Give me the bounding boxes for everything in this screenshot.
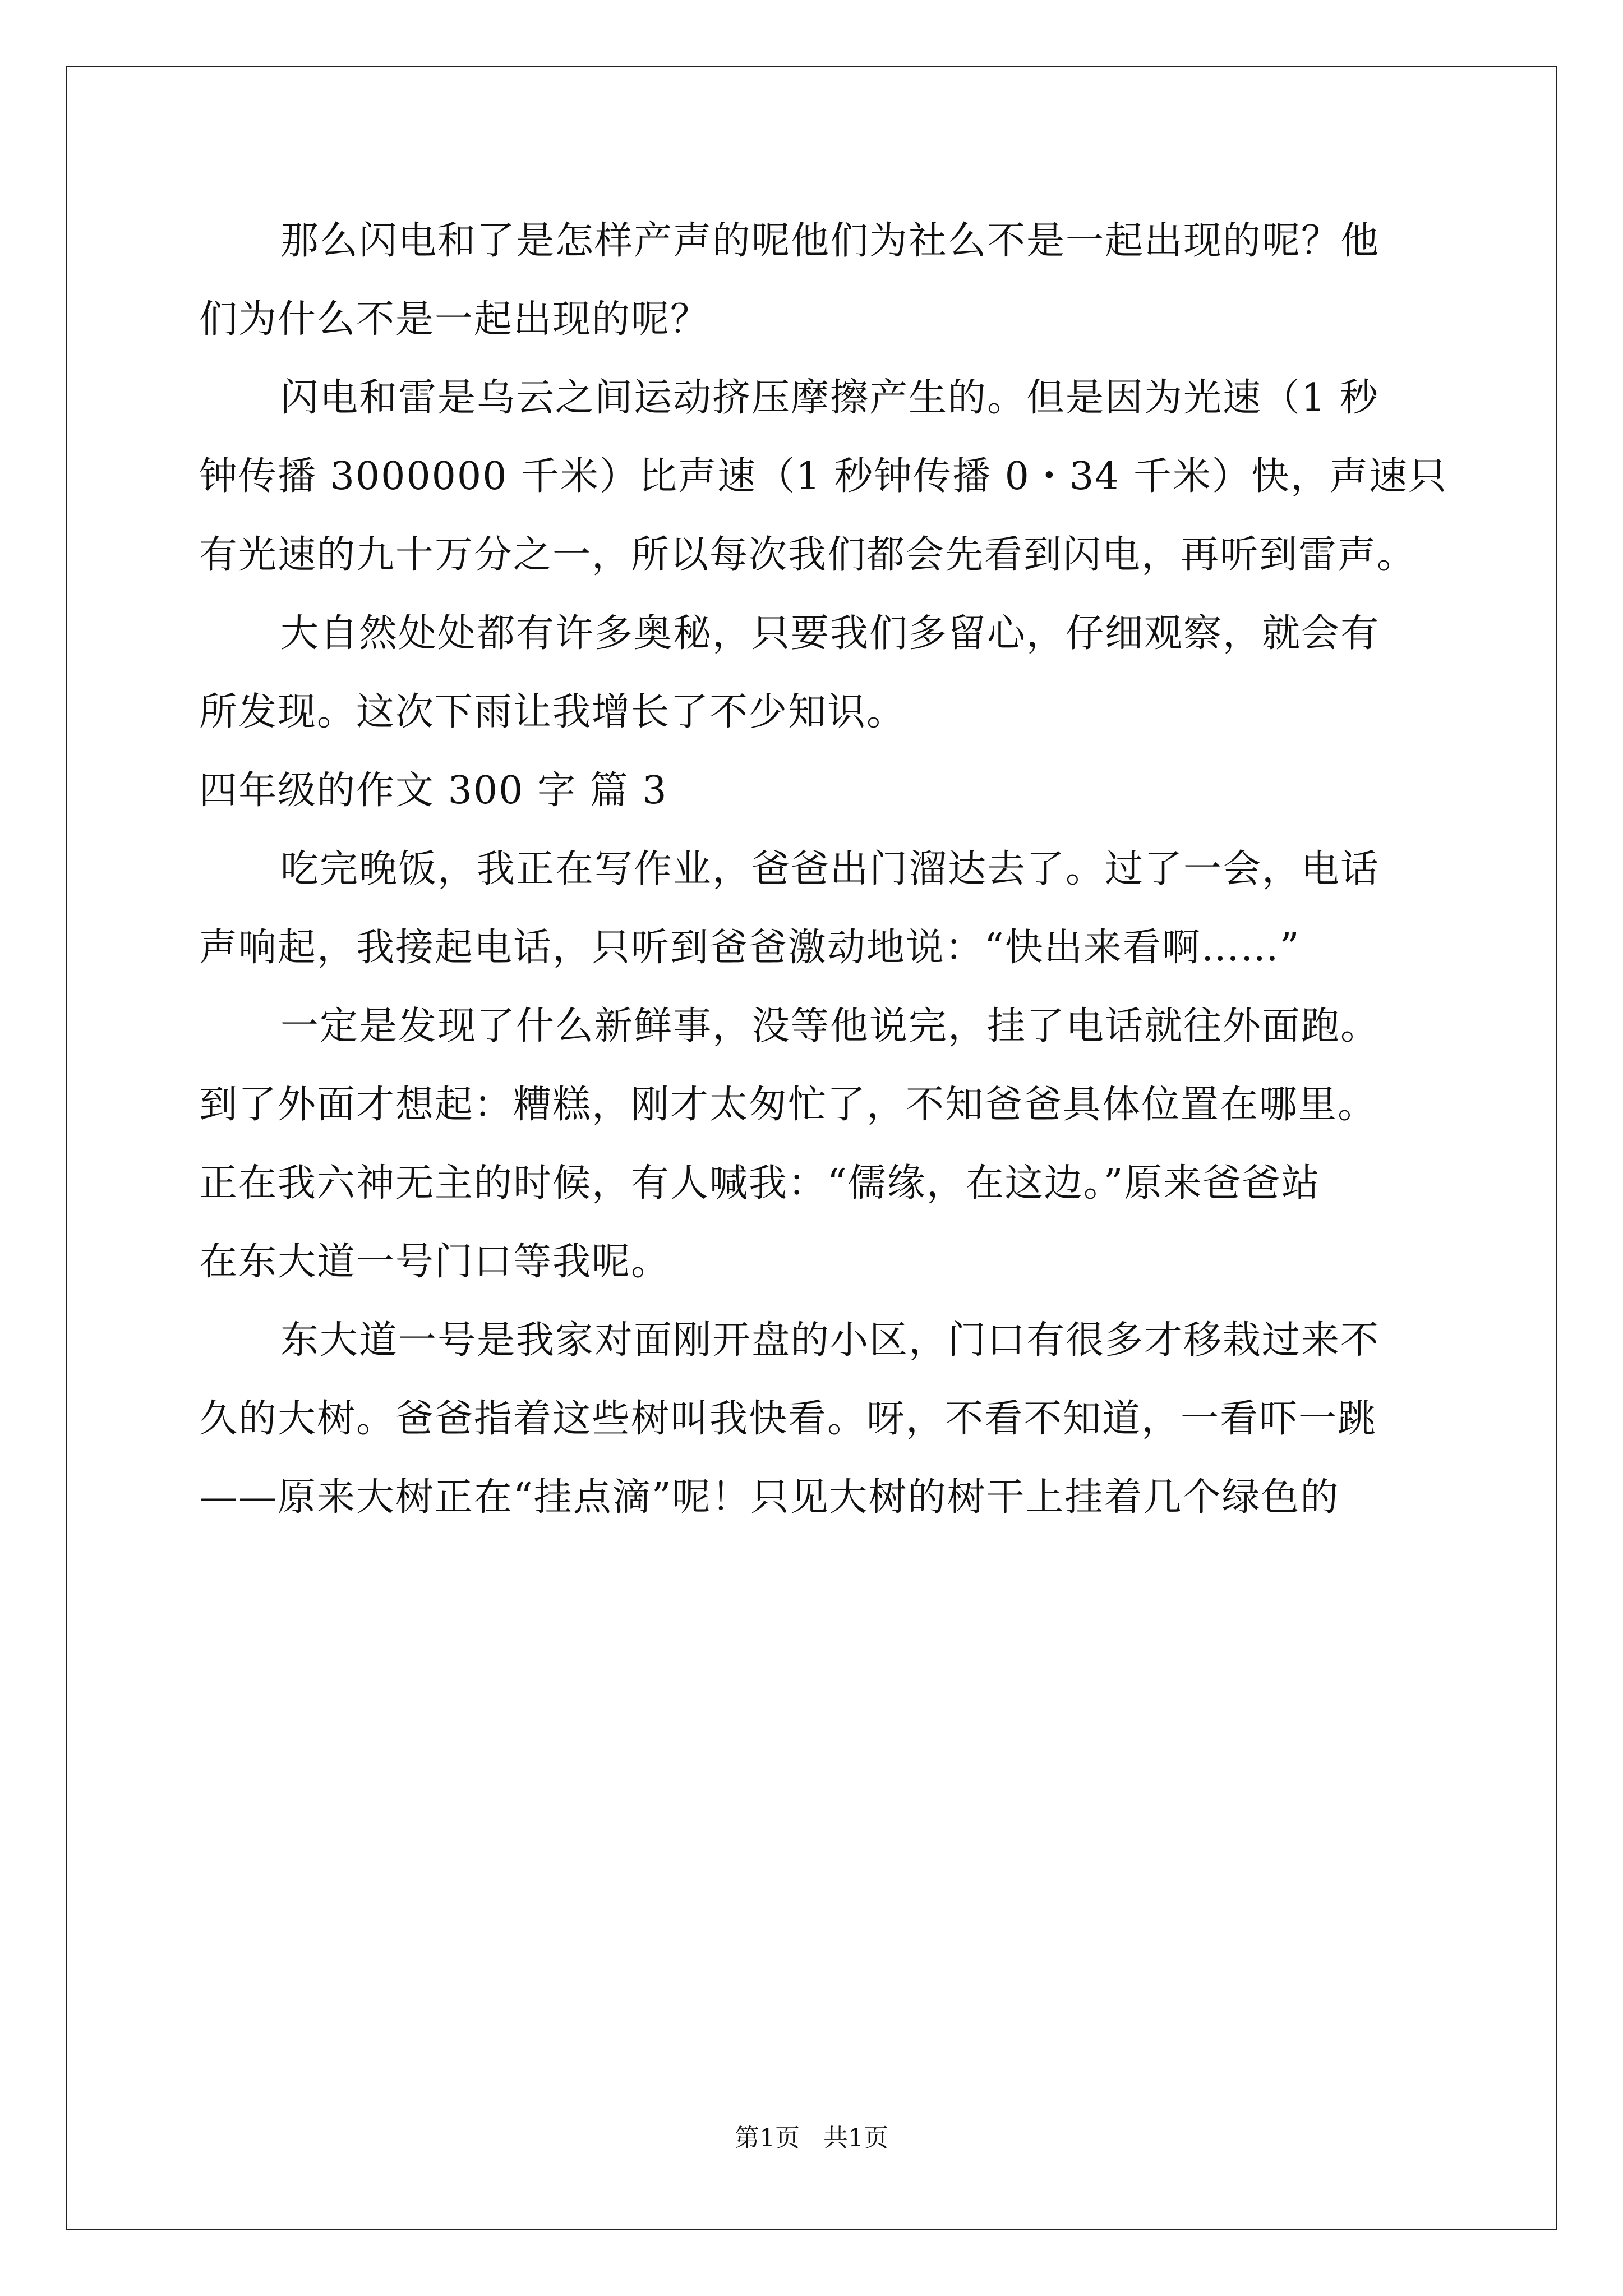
- paragraph-line: ——原来大树正在“挂点滴”呢！只见大树的树干上挂着几个绿色的: [199, 1475, 1340, 1520]
- paragraph-line: 那么闪电和了是怎样产声的呢他们为社么不是一起出现的呢？他: [280, 219, 1380, 263]
- paragraph-line: 在东大道一号门口等我呢。: [199, 1240, 671, 1284]
- document-body: [199, 202, 1447, 1537]
- paragraph-line: 东大道一号是我家对面刚开盘的小区，门口有很多才移栽过来不: [280, 1318, 1380, 1363]
- paragraph-line: 有光速的九十万分之一，所以每次我们都会先看到闪电，再听到雷声。: [199, 533, 1417, 577]
- paragraph-line: 们为什么不是一起出现的呢？: [199, 297, 710, 342]
- page-footer: 第1页 共1页: [735, 2124, 888, 2152]
- paragraph-line: 到了外面才想起：糟糕，刚才太匆忙了，不知爸爸具体位置在哪里。: [199, 1083, 1377, 1127]
- paragraph-line: 所发现。这次下雨让我增长了不少知识。: [199, 690, 906, 734]
- paragraph-line: 一定是发现了什么新鲜事，没等他说完，挂了电话就往外面跑。: [280, 1004, 1380, 1048]
- paragraph-line: 闪电和雷是乌云之间运动挤压摩擦产生的。但是因为光速（1 秒: [280, 376, 1379, 420]
- section-heading: 四年级的作文 300 字 篇 3: [199, 769, 668, 813]
- paragraph-line: 吃完晚饭，我正在写作业，爸爸出门溜达去了。过了一会，电话: [280, 847, 1380, 891]
- paragraph-line: 钟传播 3000000 千米）比声速（1 秒钟传播 0・34 千米）快，声速只: [199, 454, 1447, 499]
- paragraph-line: 声响起，我接起电话，只听到爸爸激动地说：“快出来看啊……”: [199, 926, 1301, 970]
- paragraph-line: 大自然处处都有许多奥秘，只要我们多留心，仔细观察，就会有: [280, 611, 1380, 656]
- paragraph-line: 久的大树。爸爸指着这些树叫我快看。呀，不看不知道，一看吓一跳: [199, 1397, 1377, 1441]
- paragraph-line: 正在我六神无主的时候，有人喊我：“儒缘，在这边。”原来爸爸站: [199, 1161, 1321, 1205]
